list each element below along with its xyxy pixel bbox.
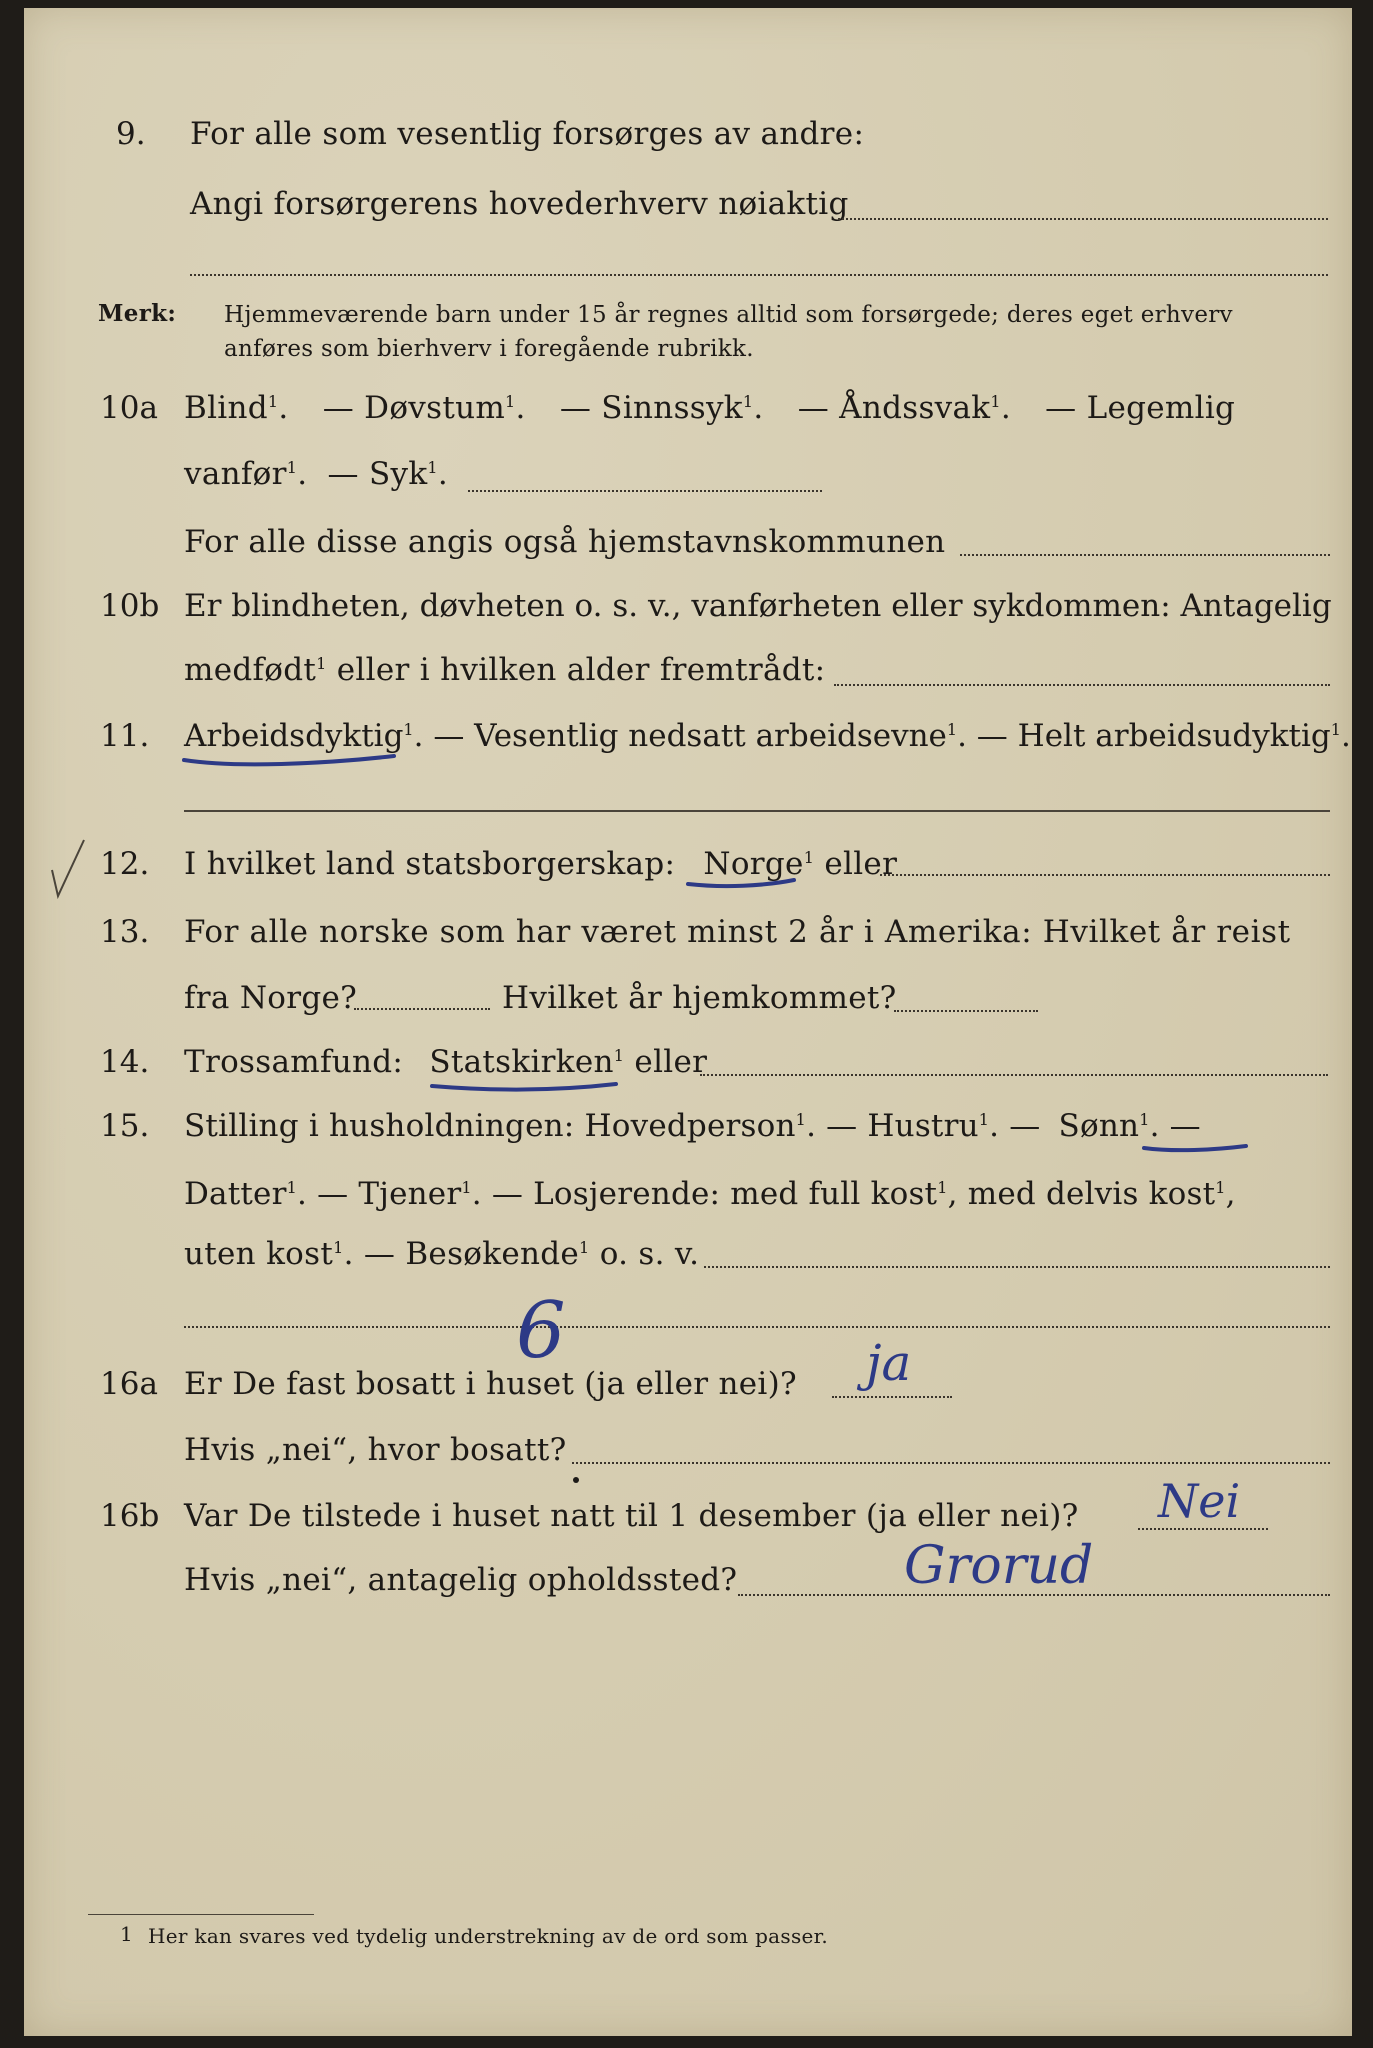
q10a-line2: vanfør$^1$. — Syk$^1$. bbox=[184, 456, 449, 492]
q14-label: Trossamfund: bbox=[184, 1044, 404, 1080]
q10a-number: 10a bbox=[100, 390, 158, 426]
q15-line2: Datter$^1$. — Tjener$^1$. — Losjerende: med full kost$^1$, med delvis kost$^1$, bbox=[184, 1176, 1236, 1212]
q13-line2a: fra Norge? bbox=[184, 980, 358, 1016]
ink-marks-overlay bbox=[24, 8, 1352, 2036]
note-line2: anføres som bierhverv i foregående rubrikk. bbox=[224, 336, 754, 362]
q15-line3: uten kost$^1$. — Besøkende$^1$ o. s. v. bbox=[184, 1236, 700, 1272]
q11-number: 11. bbox=[100, 718, 150, 754]
q11-opt-udyktig: . — Helt arbeidsudyktig bbox=[957, 718, 1331, 754]
q16b-handwritten-place: Grorud bbox=[904, 1536, 1094, 1596]
q15-opt-delvis-kost: , med delvis kost bbox=[947, 1176, 1216, 1212]
q9-line2: Angi forsørgerens hovederhverv nøiaktig bbox=[190, 186, 849, 222]
q11-opt-nedsatt: . — Vesentlig nedsatt arbeidsevne bbox=[413, 718, 947, 754]
q10a-opt-sinnssyk: — Sinnssyk bbox=[559, 390, 743, 426]
q15-opt-full-kost: . — Losjerende: med full kost bbox=[471, 1176, 938, 1212]
q15-opt-besokende: . — Besøkende bbox=[343, 1236, 580, 1272]
q10a-opt-vanfor: vanfør bbox=[184, 456, 287, 492]
q10b-opt-medfodt: medfødt bbox=[184, 652, 317, 688]
q15-opt-tjener: . — Tjener bbox=[297, 1176, 462, 1212]
q9-number: 9. bbox=[116, 116, 146, 152]
q15-number: 15. bbox=[100, 1108, 150, 1144]
q15-opt-uten-kost: uten kost bbox=[184, 1236, 334, 1272]
q10a-opt-legemlig: — Legemlig bbox=[1045, 390, 1236, 426]
q16b-handwritten-answer: Nei bbox=[1158, 1474, 1241, 1528]
q13-number: 13. bbox=[100, 914, 150, 950]
q14-opt-statskirken: Statskirken bbox=[429, 1044, 614, 1080]
q15-opt-hovedperson: Stilling i husholdningen: Hovedperson bbox=[184, 1108, 796, 1144]
q16a-handwritten-answer: ja bbox=[866, 1334, 912, 1392]
q10a-line1: Blind$^1$. — Døvstum$^1$. — Sinnssyk$^1$. — Åndssvak$^1$. — Legemlig bbox=[184, 390, 1236, 426]
q15-opt-hustru: . — Hustru bbox=[806, 1108, 979, 1144]
q10a-opt-blind: Blind bbox=[184, 390, 268, 426]
q12-eller: eller bbox=[824, 846, 898, 882]
q15-osv: o. s. v. bbox=[599, 1236, 700, 1272]
q14-number: 14. bbox=[100, 1044, 150, 1080]
census-form-page bbox=[24, 8, 1352, 2036]
q12-label: I hvilket land statsborgerskap: bbox=[184, 846, 676, 882]
q11-opt-arbeidsdyktig: Arbeidsdyktig bbox=[184, 718, 404, 754]
q14-eller: eller bbox=[634, 1044, 708, 1080]
q10a-line3: For alle disse angis også hjemstavnskommunen bbox=[184, 524, 946, 560]
q13-line1: For alle norske som har været minst 2 år i Amerika: Hvilket år reist bbox=[184, 914, 1291, 950]
q10b-line1: Er blindheten, døvheten o. s. v., vanførheten eller sykdommen: Antagelig bbox=[184, 588, 1332, 624]
note-label: Merk: bbox=[98, 300, 177, 327]
q16b-line2: Hvis „nei“, antagelig opholdssted? bbox=[184, 1562, 738, 1598]
q15-opt-datter: Datter bbox=[184, 1176, 287, 1212]
underline-arbeidsdyktig bbox=[184, 756, 394, 764]
q15-opt-sonn: Sønn bbox=[1058, 1108, 1140, 1144]
q10b-number: 10b bbox=[100, 588, 160, 624]
q12-opt-norge: Norge bbox=[703, 846, 804, 882]
q16a-number: 16a bbox=[100, 1366, 158, 1402]
note-line1: Hjemmeværende barn under 15 år regnes alltid som forsørgede; deres eget erhverv bbox=[224, 302, 1233, 328]
underline-norge bbox=[688, 880, 794, 886]
q13-line2b: Hvilket år hjemkommet? bbox=[502, 980, 897, 1016]
q11-line: Arbeidsdyktig$^1$. — Vesentlig nedsatt arbeidsevne$^1$. — Helt arbeidsudyktig$^1$. bbox=[184, 718, 1351, 754]
q10a-opt-dovstum: — Døvstum bbox=[322, 390, 506, 426]
q12-number: 12. bbox=[100, 846, 150, 882]
q16a-line2: Hvis „nei“, hvor bosatt? bbox=[184, 1432, 567, 1468]
q16b-line1: Var De tilstede i huset natt til 1 desember (ja eller nei)? bbox=[184, 1498, 1079, 1534]
q10a-opt-syk: — Syk bbox=[327, 456, 428, 492]
q15-line1: Stilling i husholdningen: Hovedperson$^1$. — Hustru$^1$. — Sønn$^1$. — bbox=[184, 1108, 1201, 1144]
q10b-age-label: eller i hvilken alder fremtrådt: bbox=[336, 652, 826, 688]
q14-line: Trossamfund: Statskirken$^1$ eller bbox=[184, 1044, 708, 1080]
footnote-mark: 1 bbox=[120, 1922, 134, 1946]
underline-sonn bbox=[1144, 1146, 1246, 1150]
q10a-opt-andssvak: — Åndssvak bbox=[797, 390, 991, 426]
margin-handwritten-digit: 6 bbox=[516, 1286, 566, 1376]
q9-line1: For alle som vesentlig forsørges av andre: bbox=[190, 116, 865, 152]
q16b-number: 16b bbox=[100, 1498, 160, 1534]
q16a-line1: Er De fast bosatt i huset (ja eller nei)? bbox=[184, 1366, 797, 1402]
q12-line: I hvilket land statsborgerskap: Norge$^1$ eller bbox=[184, 846, 898, 882]
ink-dot bbox=[573, 1477, 579, 1483]
q10b-line2: medfødt$^1$ eller i hvilken alder fremtrådt: bbox=[184, 652, 826, 688]
check-mark bbox=[52, 840, 84, 896]
underline-statskirken bbox=[432, 1084, 616, 1090]
footnote-text: Her kan svares ved tydelig understrekning av de ord som passer. bbox=[148, 1924, 828, 1948]
